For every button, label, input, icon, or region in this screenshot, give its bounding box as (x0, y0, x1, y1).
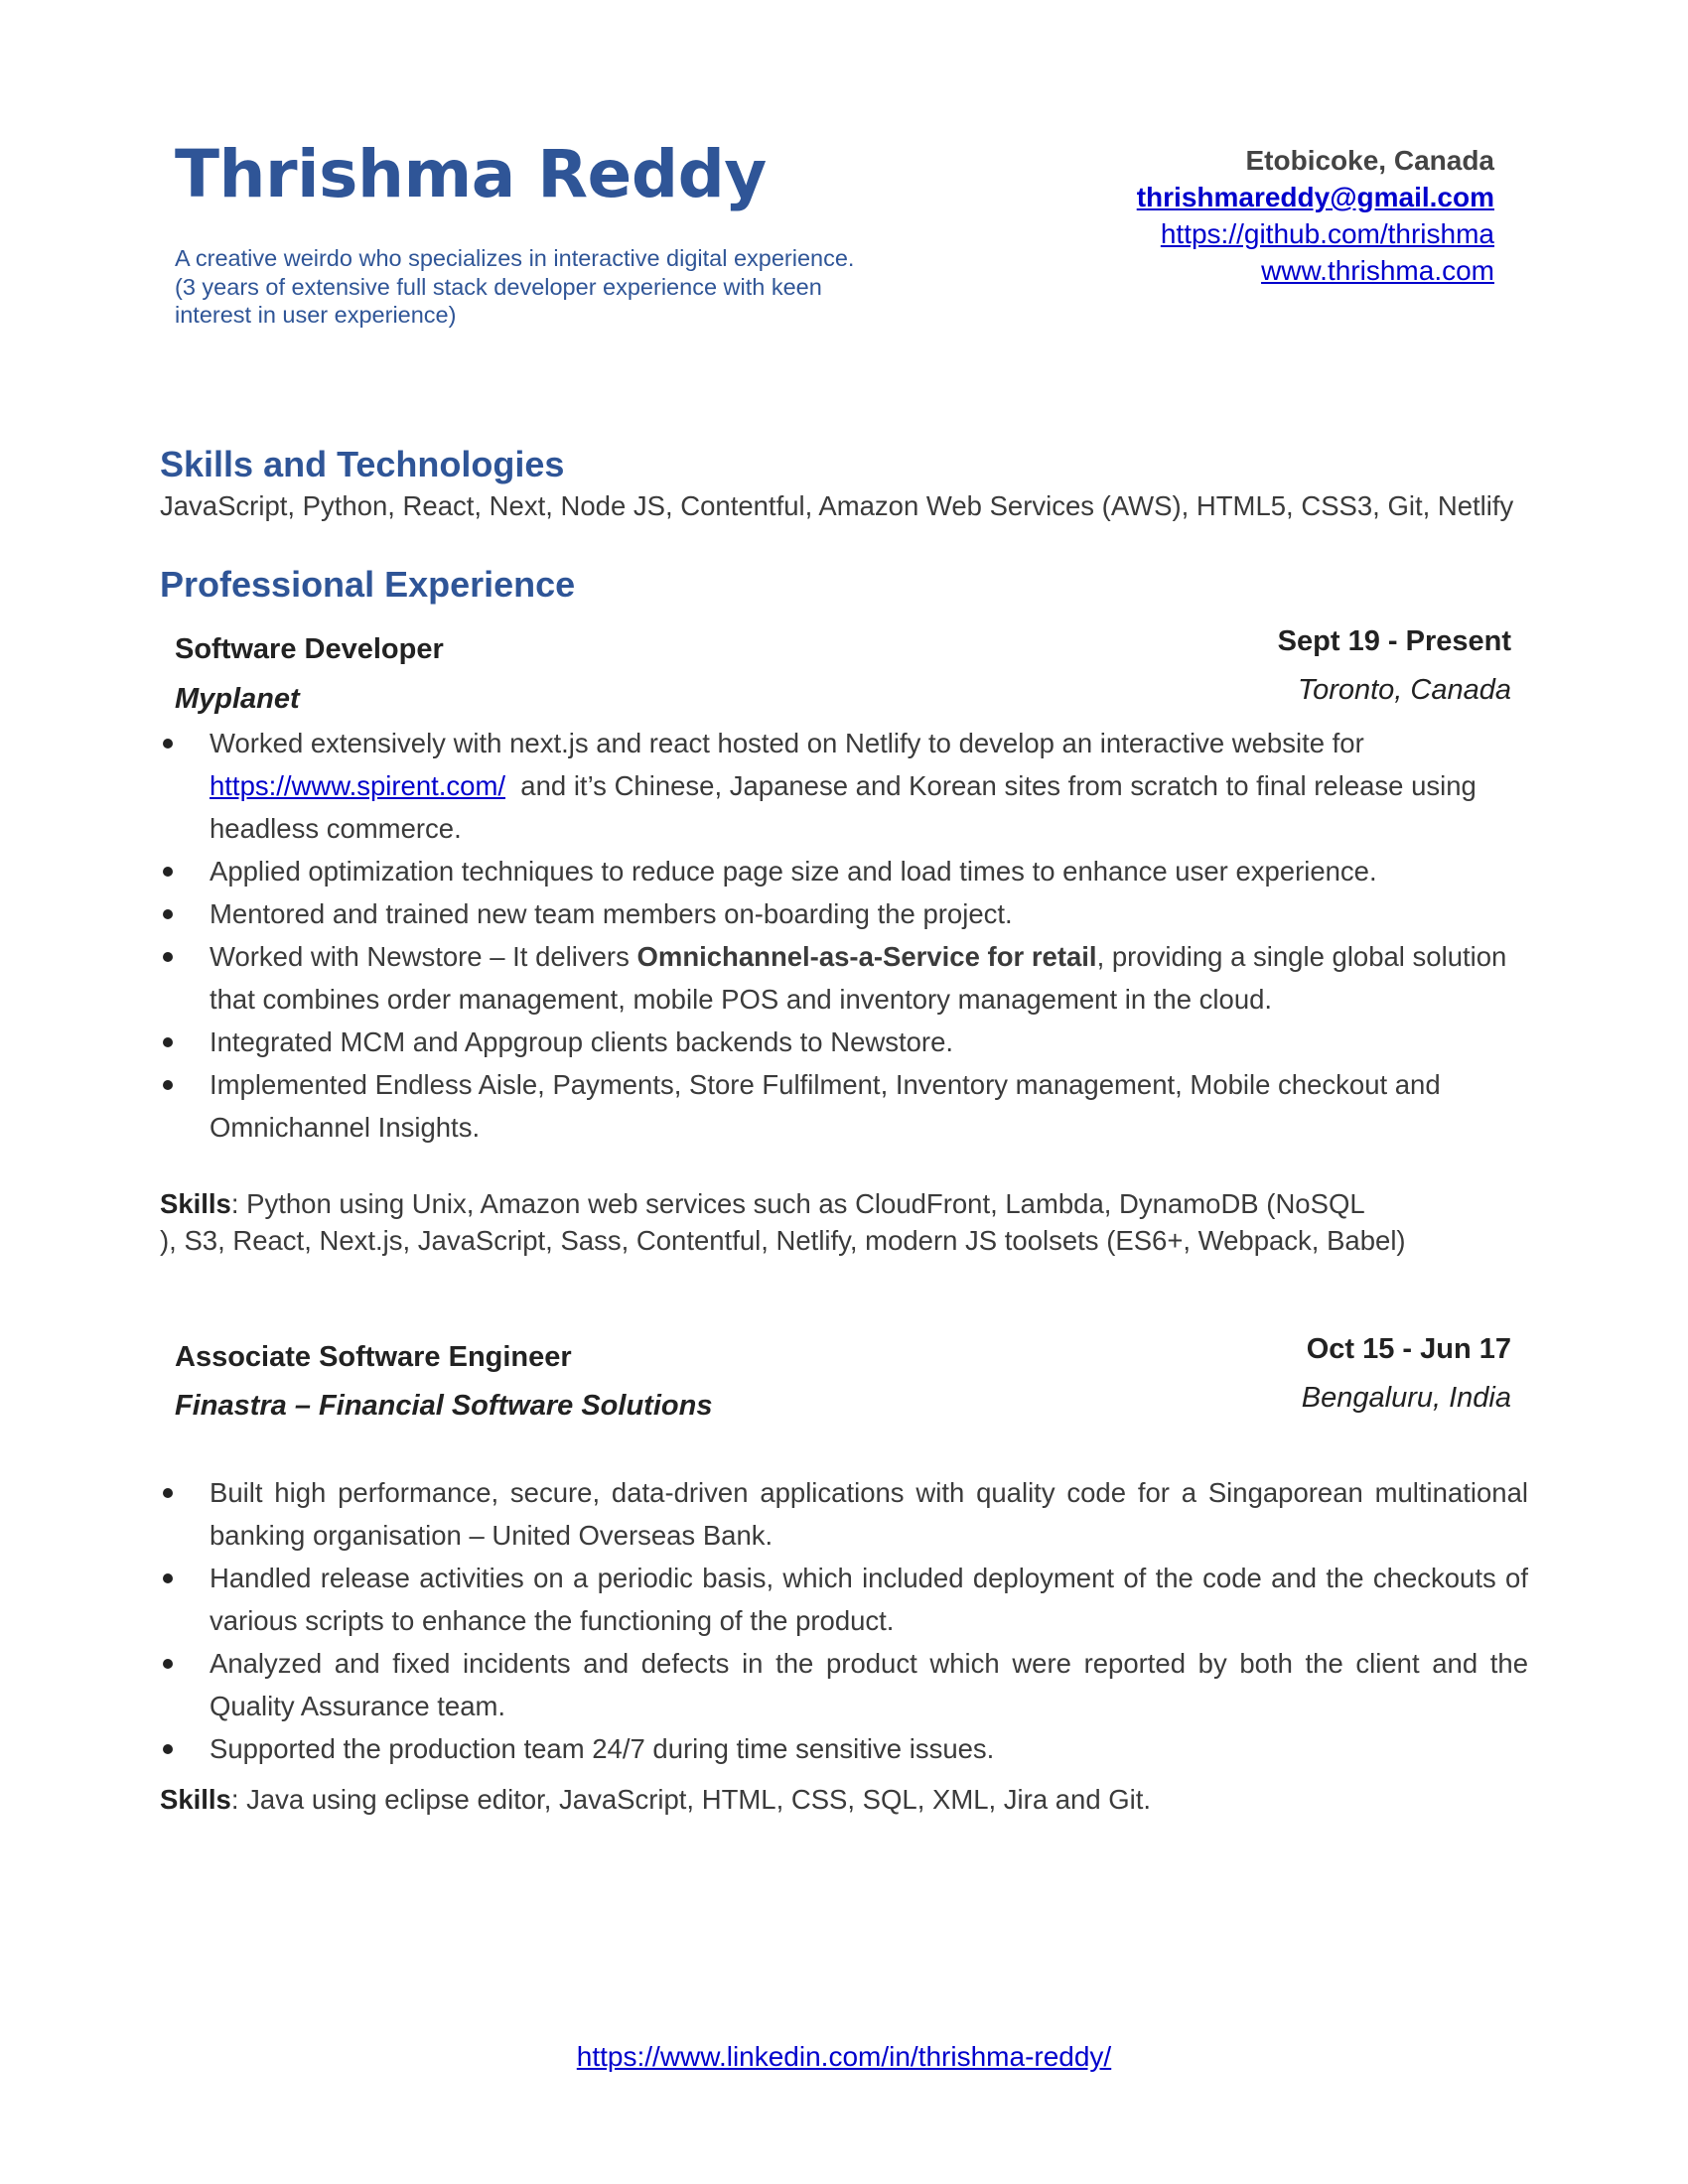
bullet-item: Implemented Endless Aisle, Payments, Store Fulfilment, Inventory management, Mobile checkout and Omnichannel Insights. (160, 1063, 1528, 1149)
tagline (175, 244, 929, 330)
bullet-text: and it’s Chinese, Japanese and Korean sites from scratch to final release using headless commerce. (210, 770, 1484, 844)
bullet-bold-text: Omnichannel-as-a-Service for retail (636, 941, 1097, 972)
tagline-line: A creative weirdo who specializes in interactive digital experience. (175, 245, 855, 271)
job-dates: Oct 15 - Jun 17 (1306, 1333, 1511, 1365)
bullet-item: Supported the production team 24/7 during time sensitive issues. (160, 1727, 1528, 1770)
bullet-item: Integrated MCM and Appgroup clients backends to Newstore. (160, 1021, 1528, 1063)
bullet-text: , providing a single global solution that combines order management, mobile POS and inventory management in the cloud. (210, 941, 1507, 1015)
job-title: Software Developer (175, 633, 444, 665)
bullet-item: Built high performance, secure, data-driven applications with quality code for a Singaporean multinational banking organisation – United Overseas Bank. (160, 1471, 1528, 1557)
bullet-item: Applied optimization techniques to reduce page size and load times to enhance user experience. (160, 850, 1528, 892)
skills-label: Skills (160, 1784, 231, 1815)
footer (0, 2041, 1688, 2073)
github-link[interactable]: https://github.com/thrishma (1160, 218, 1494, 249)
job-title: Associate Software Engineer (175, 1341, 572, 1373)
email-link[interactable]: thrishmareddy@gmail.com (1136, 182, 1494, 212)
job-location: Toronto, Canada (1298, 674, 1511, 706)
job-location: Bengaluru, India (1301, 1382, 1511, 1414)
skills-line (160, 1185, 1406, 1222)
candidate-name: Thrishma Reddy (175, 136, 767, 212)
contact-block (1137, 142, 1494, 289)
skills-text: : Java using eclipse editor, JavaScript, HTML, CSS, SQL, XML, Jira and Git. (230, 1784, 1152, 1815)
company-name: Finastra – Financial Software Solutions (175, 1390, 713, 1422)
linkedin-link[interactable]: https://www.linkedin.com/in/thrishma-reddy/ (576, 2041, 1112, 2072)
job-bullets (160, 1471, 1528, 1770)
bullet-item (160, 722, 1528, 850)
bullet-item: Handled release activities on a periodic basis, which included deployment of the code and the checkouts of various scripts to enhance the functioning of the product. (160, 1557, 1528, 1642)
job-bullets (160, 722, 1528, 1149)
experience-section-title: Professional Experience (160, 564, 576, 605)
bullet-text: Worked with Newstore – It delivers (210, 941, 637, 972)
bullet-item: Mentored and trained new team members on-boarding the project. (160, 892, 1528, 935)
skills-section-title: Skills and Technologies (160, 444, 565, 484)
skills-line: ), S3, React, Next.js, JavaScript, Sass, Contentful, Netlify, modern JS toolsets (ES6+, Webpack, Babel) (160, 1225, 1406, 1256)
tagline-line: (3 years of extensive full stack developer experience with keen (175, 273, 822, 300)
skills-label: Skills (160, 1188, 231, 1219)
bullet-text: Worked extensively with next.js and react hosted on Netlify to develop an interactive website for (210, 728, 1364, 758)
job-skills (160, 1185, 1406, 1259)
skills-text: : Python using Unix, Amazon web services such as CloudFront, Lambda, DynamoDB (NoSQL (230, 1188, 1365, 1219)
bullet-item: Analyzed and fixed incidents and defects in the product which were reported by both the client and the Quality Assurance team. (160, 1642, 1528, 1727)
skills-list: JavaScript, Python, React, Next, Node JS, Contentful, Amazon Web Services (AWS), HTML5, CSS3, Git, Netlify (160, 490, 1514, 521)
spirent-link[interactable]: https://www.spirent.com/ (210, 770, 506, 801)
company-name: Myplanet (175, 683, 300, 715)
job-dates: Sept 19 - Present (1277, 625, 1511, 657)
website-link[interactable]: www.thrishma.com (1261, 255, 1494, 286)
bullet-item (160, 935, 1528, 1021)
location-text: Etobicoke, Canada (1245, 145, 1494, 176)
job-skills (160, 1781, 1151, 1818)
tagline-line: interest in user experience) (175, 302, 457, 328)
